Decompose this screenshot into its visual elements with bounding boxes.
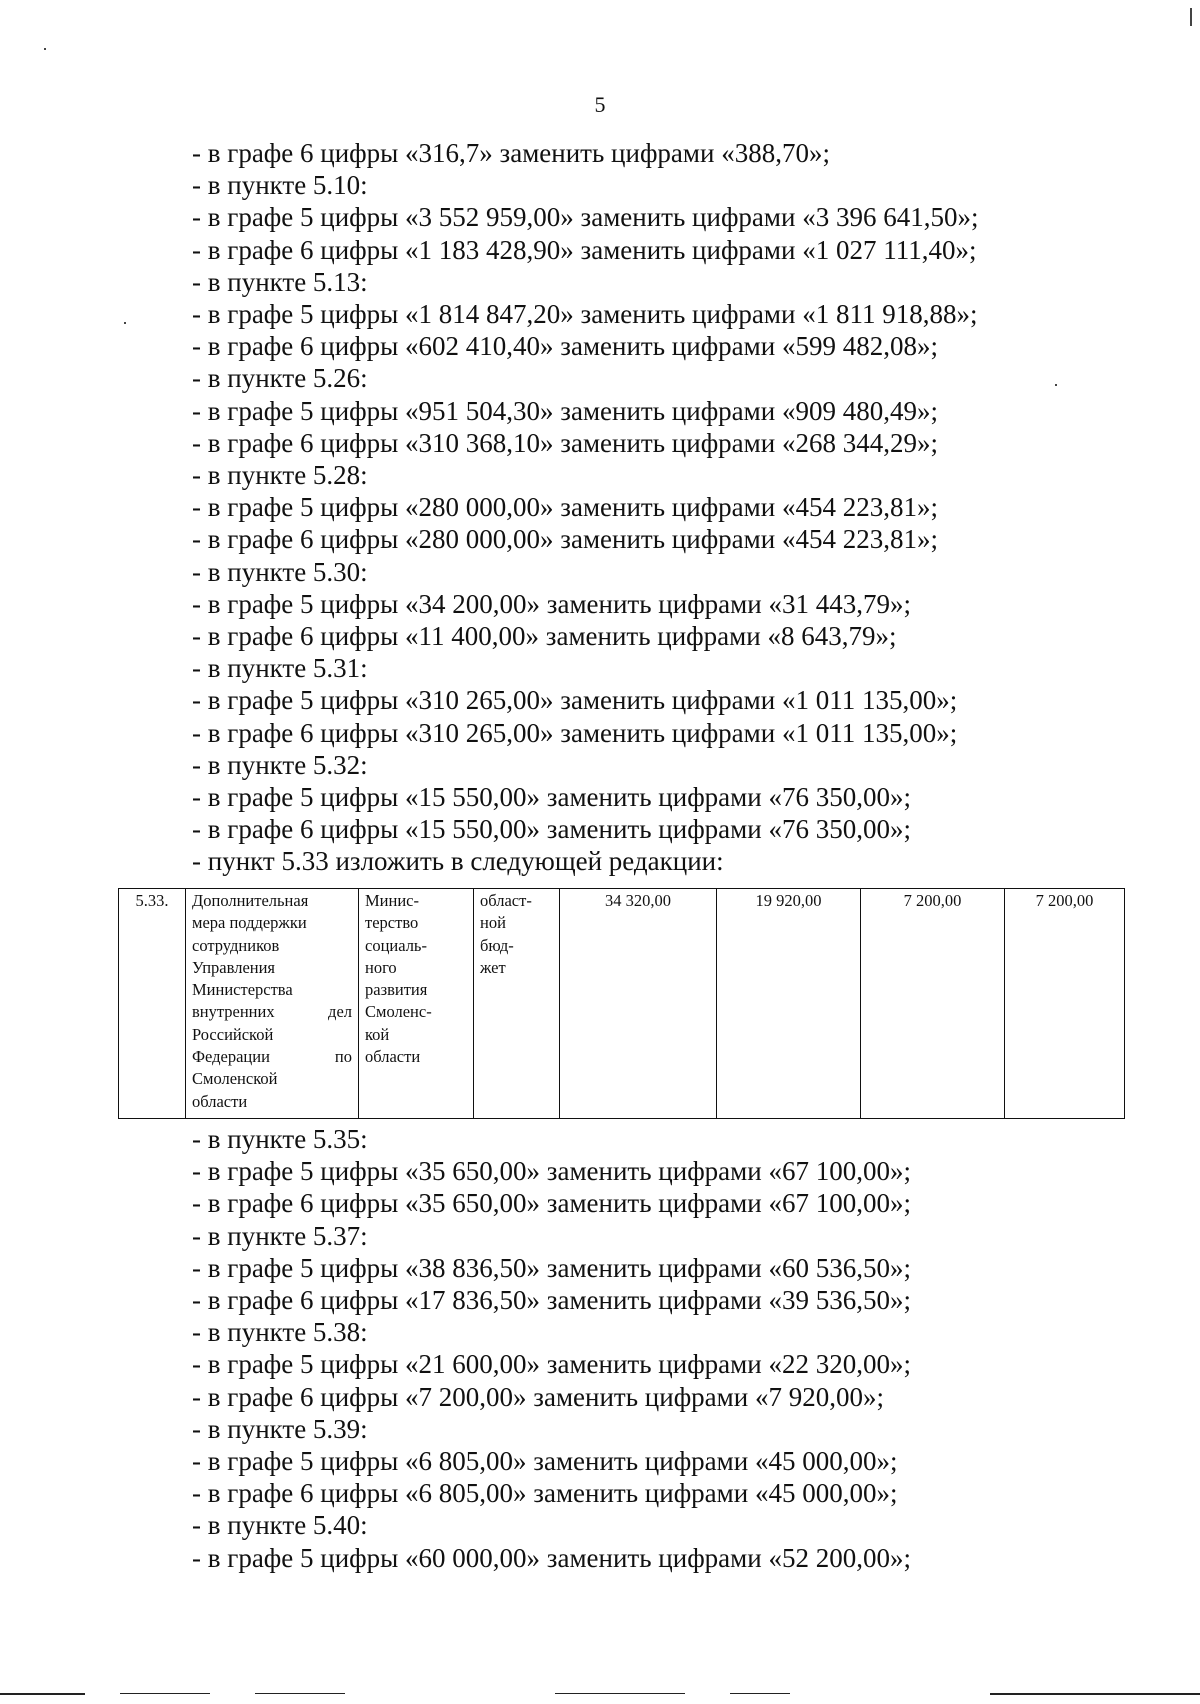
amendment-line: - в графе 5 цифры «38 836,50» заменить цифрами «60 536,50»; [192, 1252, 911, 1283]
clause-5-33-table [118, 888, 1125, 1119]
cell-text: 7 200,00 [903, 891, 962, 910]
scan-edge-line [120, 1693, 210, 1694]
amendment-line: - в графе 5 цифры «1 814 847,20» заменить цифрами «1 811 918,88»; [192, 299, 978, 330]
scan-speck [1190, 8, 1192, 26]
clause-heading: - в пункте 5.13: [192, 266, 368, 297]
cell-text: сотрудников [192, 935, 280, 955]
cell-text: област- [480, 891, 532, 910]
cell-text: 34 320,00 [605, 891, 671, 910]
amendment-line: - в графе 5 цифры «34 200,00» заменить цифрами «31 443,79»; [192, 588, 911, 619]
cell-text: Федерации по [192, 1047, 352, 1067]
amendment-line: - в графе 5 цифры «310 265,00» заменить цифрами «1 011 135,00»; [192, 685, 958, 716]
cell-text: внутренних дел [192, 1002, 352, 1022]
cell-year-2-amount [861, 889, 1005, 1119]
amendment-line: - в графе 5 цифры «21 600,00» заменить цифрами «22 320,00»; [192, 1349, 911, 1380]
cell-text: 5.33. [135, 891, 169, 910]
amendment-line: - в графе 6 цифры «280 000,00» заменить цифрами «454 223,81»; [192, 524, 938, 555]
clause-heading: - пункт 5.33 изложить в следующей редакции: [192, 846, 724, 877]
clause-heading: - в пункте 5.30: [192, 556, 368, 587]
amendment-line: - в графе 6 цифры «602 410,40» заменить цифрами «599 482,08»; [192, 331, 938, 362]
cell-text: Смоленской [192, 1069, 278, 1089]
amendment-list-top [192, 137, 1132, 878]
scan-speck [44, 48, 46, 50]
amendment-line: - в графе 5 цифры «951 504,30» заменить цифрами «909 480,49»; [192, 395, 938, 426]
cell-text: терство [365, 913, 419, 933]
amendment-line: - в графе 6 цифры «310 265,00» заменить цифрами «1 011 135,00»; [192, 717, 958, 748]
scan-edge-line [730, 1693, 790, 1694]
scan-speck [124, 322, 126, 324]
cell-text: области [365, 1047, 421, 1067]
cell-text: ного [365, 957, 397, 977]
amendment-line: - в графе 6 цифры «15 550,00» заменить цифрами «76 350,00»; [192, 814, 911, 845]
amendment-line: - в графе 5 цифры «3 552 959,00» заменить цифрами «3 396 641,50»; [192, 202, 979, 233]
clause-heading: - в пункте 5.40: [192, 1510, 368, 1541]
cell-funding-source [474, 889, 560, 1119]
cell-text: Дополнительная [192, 891, 309, 910]
amendment-list-bottom [192, 1123, 1132, 1574]
clause-heading: - в пункте 5.35: [192, 1124, 368, 1154]
cell-text: 7 200,00 [1035, 891, 1094, 910]
page-number: 5 [594, 92, 606, 117]
clause-heading: - в пункте 5.31: [192, 653, 368, 684]
cell-text: 19 920,00 [755, 891, 822, 910]
amendment-line: - в графе 5 цифры «15 550,00» заменить цифрами «76 350,00»; [192, 782, 911, 813]
cell-year-1-amount [717, 889, 861, 1119]
amendment-line: - в графе 5 цифры «60 000,00» заменить цифрами «52 200,00»; [192, 1542, 911, 1573]
amendment-line: - в графе 6 цифры «11 400,00» заменить цифрами «8 643,79»; [192, 621, 897, 652]
cell-text: Смоленс- [365, 1002, 432, 1022]
amendment-line: - в графе 5 цифры «280 000,00» заменить цифрами «454 223,81»; [192, 492, 938, 523]
cell-text: Управления [192, 957, 276, 977]
cell-text: бюд- [480, 935, 514, 955]
amendment-line: - в графе 6 цифры «6 805,00» заменить цифрами «45 000,00»; [192, 1478, 898, 1509]
cell-executor [359, 889, 474, 1119]
amendment-line: - в графе 6 цифры «35 650,00» заменить цифрами «67 100,00»; [192, 1188, 911, 1219]
cell-item-number [119, 889, 186, 1119]
amendment-line: - в графе 6 цифры «17 836,50» заменить цифрами «39 536,50»; [192, 1285, 911, 1316]
cell-text: кой [365, 1024, 390, 1044]
cell-text: области [192, 1091, 248, 1111]
cell-text: ной [480, 913, 506, 933]
scan-edge-line [555, 1693, 685, 1694]
clause-heading: - в пункте 5.38: [192, 1317, 368, 1348]
clause-heading: - в пункте 5.26: [192, 363, 368, 394]
clause-heading: - в пункте 5.32: [192, 749, 368, 780]
scan-speck [1055, 384, 1057, 386]
cell-text: Российской [192, 1024, 274, 1044]
amendment-line: - в графе 5 цифры «6 805,00» заменить цифрами «45 000,00»; [192, 1446, 898, 1477]
cell-text: мера поддержки [192, 913, 307, 933]
cell-total-amount [560, 889, 717, 1119]
cell-measure-name [186, 889, 359, 1119]
cell-text: развития [365, 980, 428, 1000]
cell-text: Минис- [365, 891, 419, 910]
clause-heading: - в пункте 5.28: [192, 460, 368, 491]
clause-heading: - в пункте 5.37: [192, 1220, 368, 1251]
scan-edge-line [255, 1693, 345, 1694]
table-row [119, 889, 1125, 1119]
amendment-line: - в графе 6 цифры «316,7» заменить цифрами «388,70»; [192, 138, 830, 168]
amendment-line: - в графе 6 цифры «310 368,10» заменить цифрами «268 344,29»; [192, 427, 938, 458]
amendment-line: - в графе 5 цифры «35 650,00» заменить цифрами «67 100,00»; [192, 1156, 911, 1187]
cell-text: Министерства [192, 980, 293, 1000]
cell-year-3-amount [1005, 889, 1125, 1119]
amendment-line: - в графе 6 цифры «7 200,00» заменить цифрами «7 920,00»; [192, 1381, 884, 1412]
clause-heading: - в пункте 5.10: [192, 170, 368, 201]
cell-text: жет [480, 957, 506, 977]
scan-edge-line [990, 1693, 1200, 1695]
amendment-line: - в графе 6 цифры «1 183 428,90» заменить цифрами «1 027 111,40»; [192, 234, 977, 265]
scan-edge-line [0, 1693, 85, 1695]
cell-text: социаль- [365, 935, 427, 955]
clause-heading: - в пункте 5.39: [192, 1413, 368, 1444]
